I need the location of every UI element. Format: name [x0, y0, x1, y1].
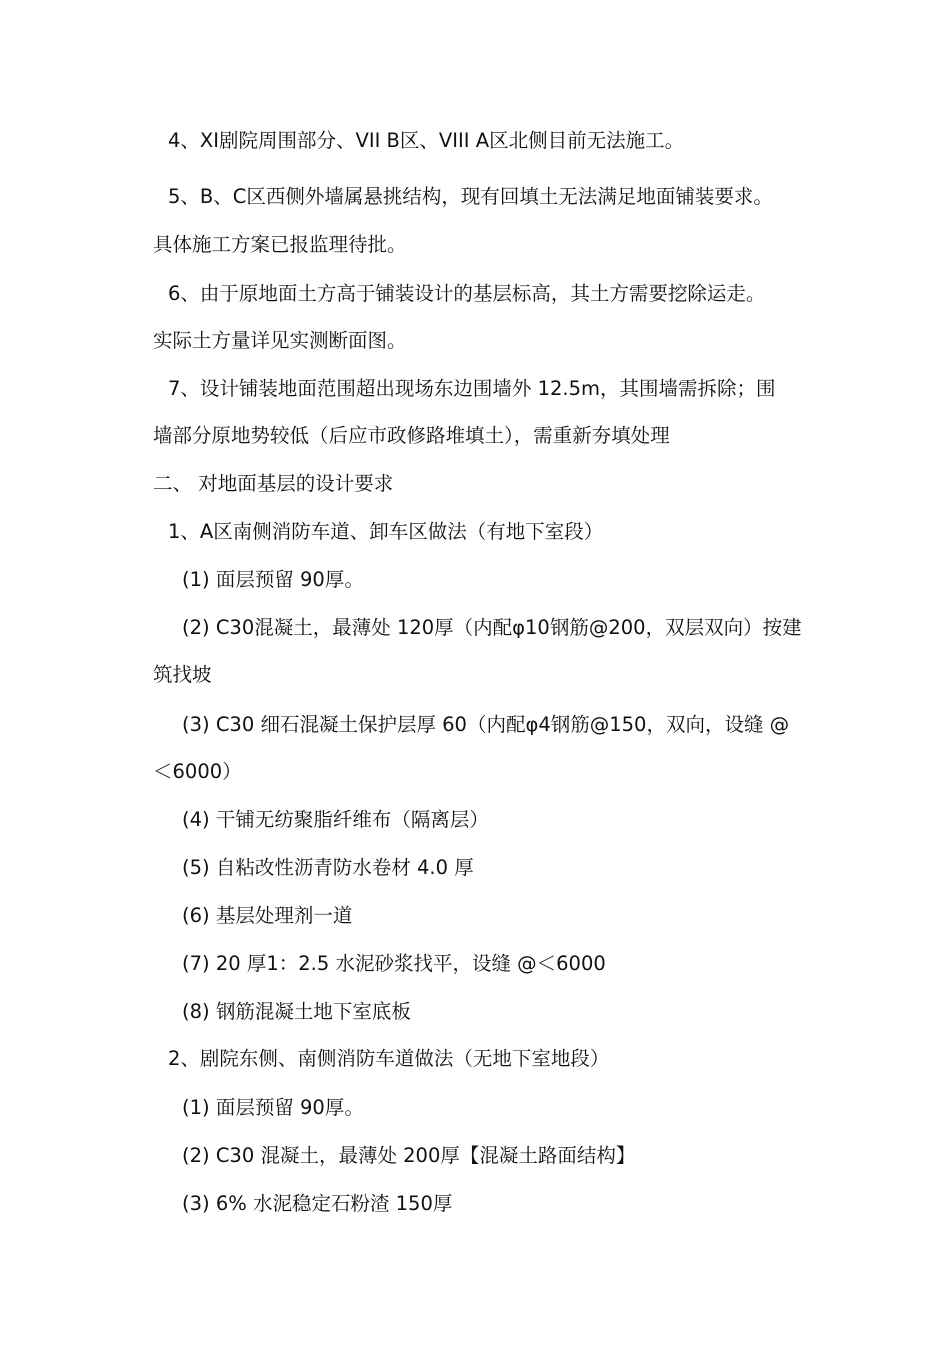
list-item: (3) 6% 水泥稳定石粉渣 150厚	[182, 1192, 453, 1215]
list-item: (1) 面层预留 90厚。	[182, 1096, 364, 1119]
text-line: 6、由于原地面土方高于铺装设计的基层标高，其土方需要挖除运走。	[168, 282, 766, 305]
list-item: (5) 自粘改性沥青防水卷材 4.0 厚	[182, 856, 474, 879]
text-line: 筑找坡	[153, 663, 212, 686]
list-item: (6) 基层处理剂一道	[182, 904, 353, 927]
list-item: (1) 面层预留 90厚。	[182, 568, 364, 591]
text-line: 墙部分原地势较低（后应市政修路堆填土），需重新夯填处理	[153, 424, 670, 447]
text-line: 1、A区南侧消防车道、卸车区做法（有地下室段）	[168, 520, 604, 543]
text-line: 2、剧院东侧、南侧消防车道做法（无地下室地段）	[168, 1047, 610, 1070]
text-line: 4、XI剧院周围部分、VII B区、VIII A区北侧目前无法施工。	[168, 129, 685, 152]
list-item: (2) C30 混凝土，最薄处 200厚【混凝土路面结构】	[182, 1144, 636, 1167]
text-line: 7、设计铺装地面范围超出现场东边围墙外 12.5m，其围墙需拆除；围	[168, 377, 776, 400]
list-item: (2) C30混凝土，最薄处 120厚（内配φ10钢筋@200，双层双向）按建	[182, 616, 802, 639]
text-line: 实际土方量详见实测断面图。	[153, 329, 407, 352]
list-item: (3) C30 细石混凝土保护层厚 60（内配φ4钢筋@150，双向，设缝 @	[182, 713, 790, 736]
text-line: 具体施工方案已报监理待批。	[153, 233, 407, 256]
list-item: (7) 20 厚1：2.5 水泥砂浆找平，设缝 @＜6000	[182, 952, 606, 975]
list-item: (8) 钢筋混凝土地下室底板	[182, 1000, 411, 1023]
list-item: (4) 干铺无纺聚脂纤维布（隔离层）	[182, 808, 489, 831]
section-heading: 二、 对地面基层的设计要求	[153, 472, 394, 495]
text-line: 5、B、C区西侧外墙属悬挑结构，现有回填土无法满足地面铺装要求。	[168, 185, 773, 208]
text-line: ＜6000）	[153, 760, 242, 783]
